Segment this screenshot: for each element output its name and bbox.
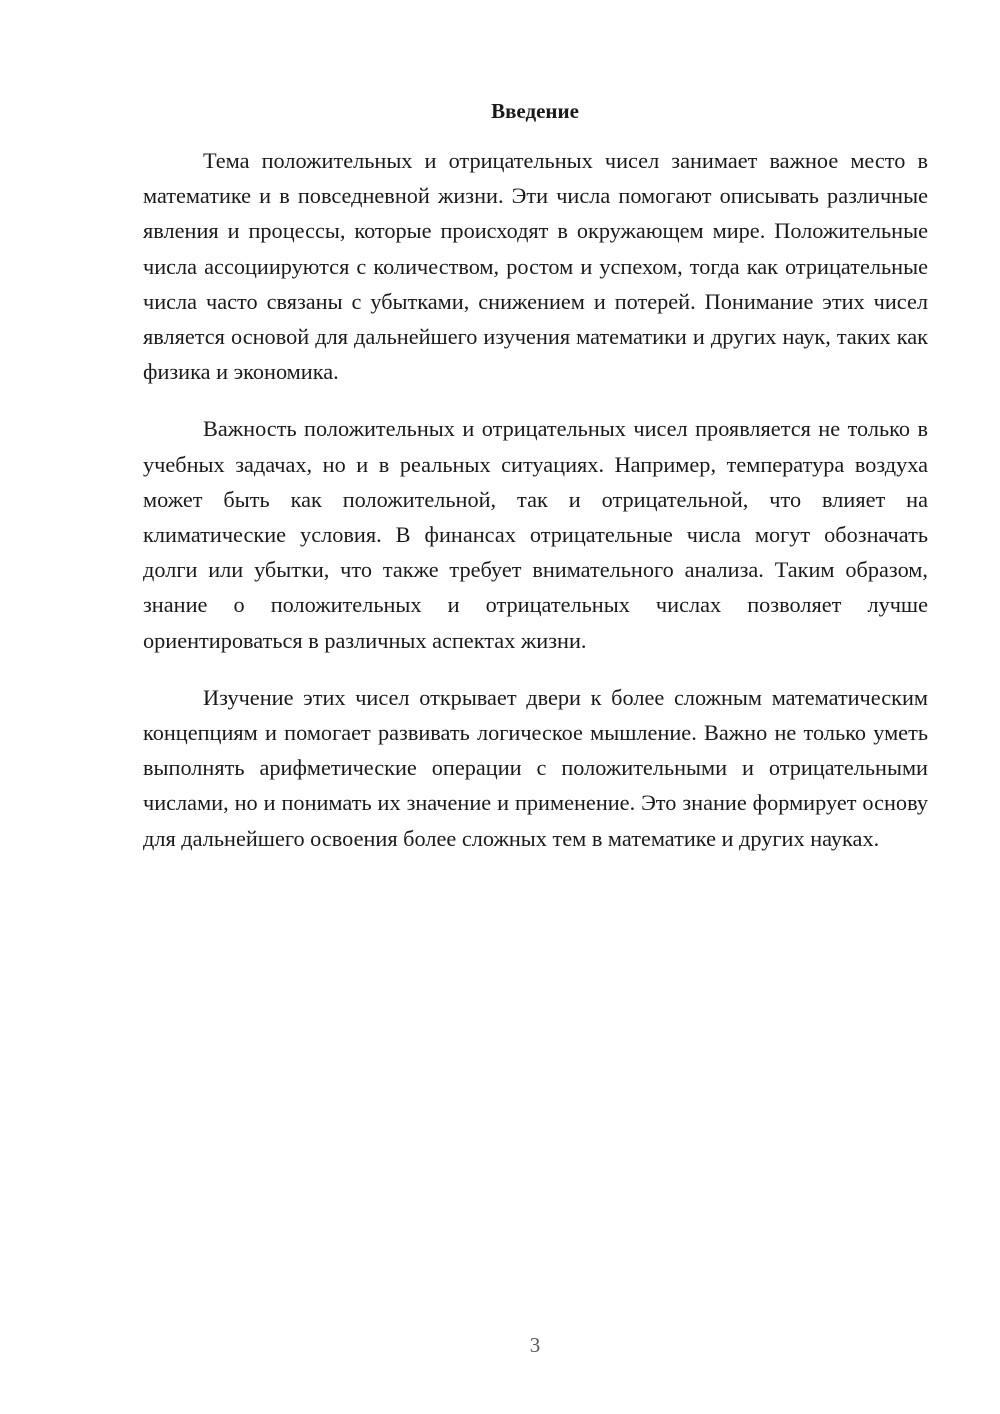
paragraph-2: Важность положительных и отрицательных чисел проявляется не только в учебных задачах, но и в реальных ситуациях. Например, температура воздуха может быть как положительной, так и отрицательной, что влияет на климатические условия. В финансах отрицательные числа могут обозначать долги или убытки, что также требует внимательного анализа. Таким образом, знание о положительных и отрицательных числах позволяет лучше ориентироваться в различных аспектах жизни. <box>143 416 928 653</box>
page-number: 3 <box>529 1333 541 1357</box>
paragraph-3: Изучение этих чисел открывает двери к более сложным математическим концепциям и помогает развивать логическое мышление. Важно не только уметь выполнять арифметические операции с положительными и отрицательными числами, но и понимать их значение и применение. Это знание формирует основу для дальнейшего освоения более сложных тем в математике и других науках. <box>143 684 928 851</box>
paragraph-1: Тема положительных и отрицательных чисел занимает важное место в математике и в повседневной жизни. Эти числа помогают описывать различные явления и процессы, которые происходят в окружающем мире. Положительные числа ассоциируются с количеством, ростом и успехом, тогда как отрицательные числа часто связаны с убытками, снижением и потерей. Понимание этих чисел является основой для дальнейшего изучения математики и других наук, таких как физика и экономика. <box>143 148 928 385</box>
document-body <box>143 143 928 878</box>
page-title: Введение <box>491 99 579 123</box>
